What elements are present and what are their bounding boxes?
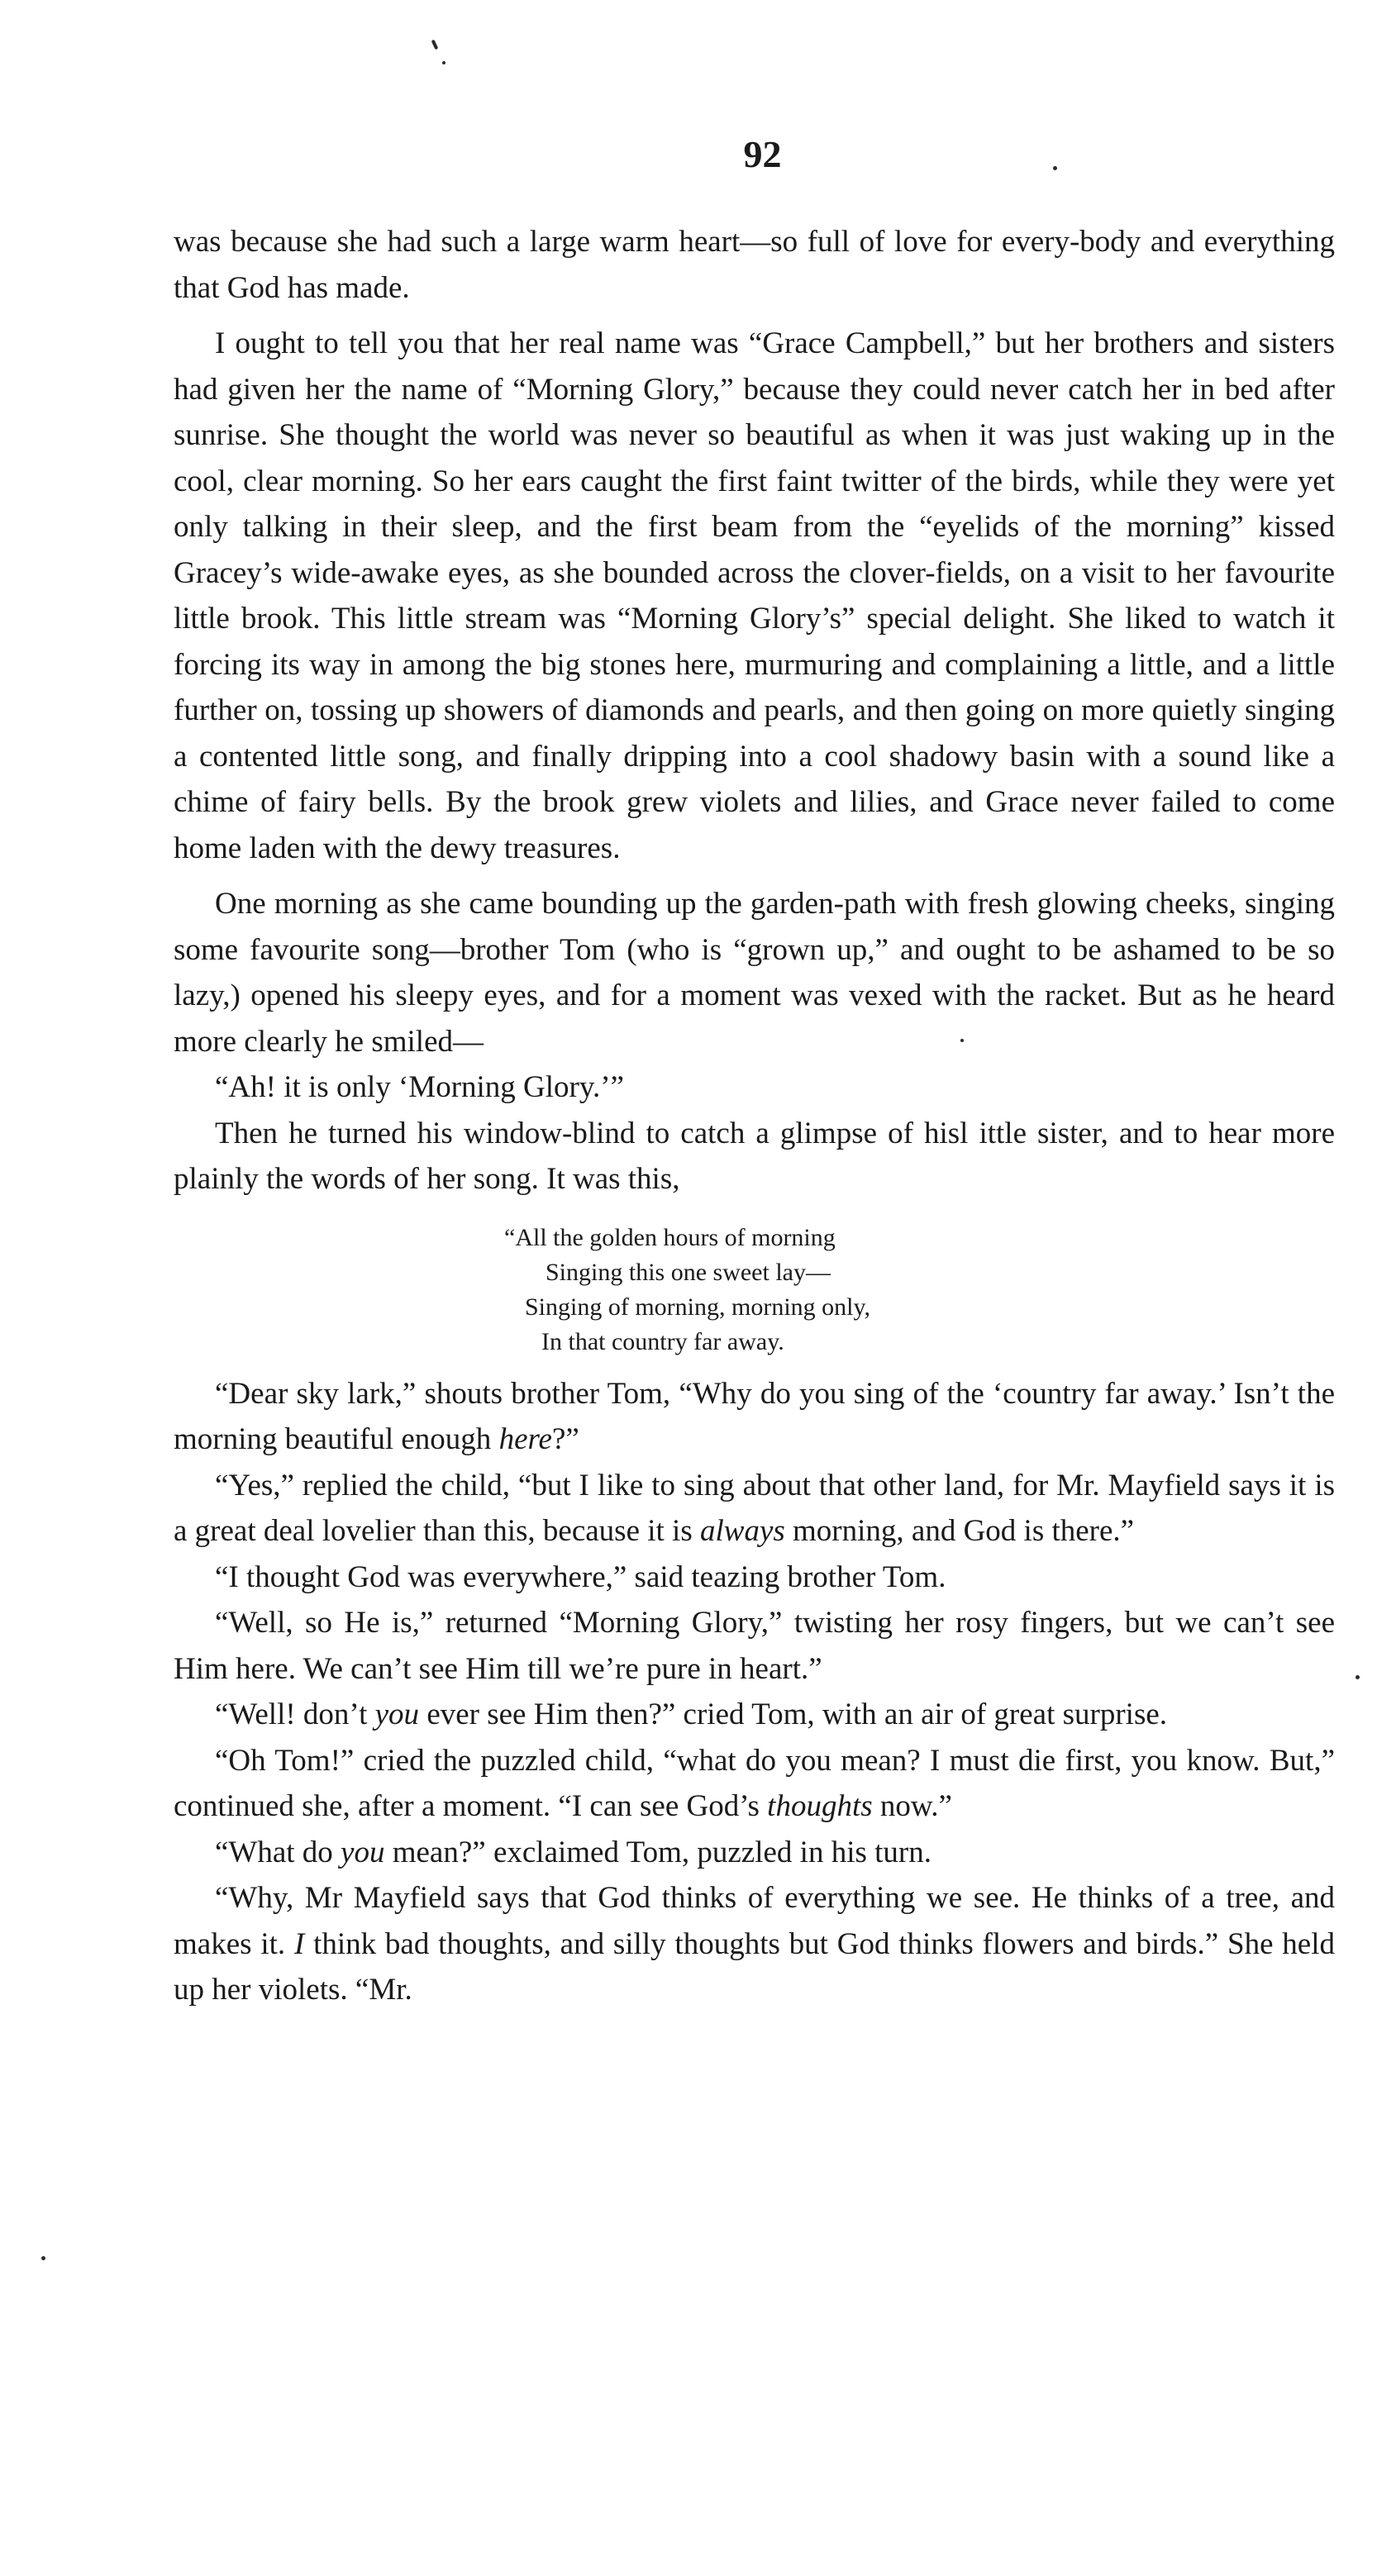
paragraph: “Ah! it is only ‘Morning Glory.’” bbox=[215, 1070, 624, 1104]
speck-mark bbox=[442, 61, 445, 64]
paragraph: was because she had such a large warm heart—so full of love for every-body and everything that God has made. bbox=[174, 225, 1335, 305]
verse-line: Singing this one sweet lay— bbox=[546, 1258, 831, 1286]
paragraph: Then he turned his window-blind to catch a glimpse of hisl ittle sister, and to hear more plainly the words of her song. It was this, bbox=[174, 1116, 1335, 1196]
emphasis: here bbox=[498, 1422, 552, 1456]
paragraph: “I thought God was everywhere,” said teazing brother Tom. bbox=[215, 1559, 946, 1594]
emphasis: you bbox=[341, 1835, 385, 1869]
text-run: “Dear sky lark,” shouts brother Tom, “Why do you sing of the ‘country far away.’ Isn’t the morning beautiful enough bbox=[174, 1376, 1335, 1456]
emphasis: always bbox=[700, 1514, 785, 1548]
paragraph bbox=[174, 1830, 1335, 1876]
verse-line: In that country far away. bbox=[541, 1327, 784, 1355]
page-number: 92 bbox=[743, 133, 782, 175]
paragraph bbox=[174, 1371, 1335, 1463]
speck-mark bbox=[1356, 1675, 1360, 1679]
paragraph: I ought to tell you that her real name was “Grace Campbell,” but her brothers and sisters had given her the name of “Morning Glory,” because they could never catch her in bed after sunrise. She thought the world was never so beautiful as when it was just waking up in the cool, clear morning. So her ears caught the first faint twitter of the birds, while they were yet only talking in their sleep, and the first beam from the “eyelids of the morning” kissed Gracey’s wide-awake eyes, as she bounded across the clover-fields, on a visit to her favourite little brook. This little stream was “Morning Glory’s” special delight. She liked to watch it forcing its way in among the big stones here, murmuring and complaining a little, and a little further on, tossing up showers of diamonds and pearls, and then going on more quietly singing a contented little song, and finally dripping into a cool shadowy basin with a sound like a chime of fairy bells. By the brook grew violets and lilies, and Grace never failed to come home laden with the dewy treasures. bbox=[174, 326, 1335, 865]
paragraph bbox=[174, 1875, 1335, 2013]
paragraph: One morning as she came bounding up the garden-path with fresh glowing cheeks, singing some favourite song—brother Tom (who is “grown up,” and ought to be ashamed to be so lazy,) opened his sleepy eyes, and for a moment was vexed with the racket. But as he heard more clearly he smiled— bbox=[174, 887, 1335, 1059]
emphasis: you bbox=[374, 1697, 420, 1731]
text-run: think bad thoughts, and silly thoughts but God thinks flowers and birds.” She held up her violets. “Mr. bbox=[174, 1926, 1335, 2007]
speck-mark bbox=[431, 40, 439, 50]
emphasis: I bbox=[293, 1926, 305, 1961]
body-text bbox=[174, 219, 1335, 2013]
paragraph bbox=[174, 1463, 1335, 1555]
verse-line: “All the golden hours of morning bbox=[504, 1223, 836, 1251]
verse-line: Singing of morning, morning only, bbox=[525, 1293, 871, 1321]
emphasis: thoughts bbox=[767, 1789, 873, 1823]
text-run: “Oh Tom!” cried the puzzled child, “what do you mean? I must die first, you know. But,” continued she, after a moment. “I can see God’s bbox=[174, 1743, 1335, 1823]
text-run: mean?” exclaimed Tom, puzzled in his turn. bbox=[384, 1835, 931, 1869]
text-run: “Yes,” replied the child, “but I like to sing about that other land, for Mr. Mayfield says it is a great deal lovelier than this, because it is bbox=[174, 1468, 1335, 1548]
paragraph: “Well, so He is,” returned “Morning Glory,” twisting her rosy fingers, but we can’t see Him here. We can’t see Him till we’re pure in heart.” bbox=[174, 1606, 1335, 1686]
paragraph bbox=[174, 1692, 1335, 1738]
speck-mark bbox=[41, 2256, 45, 2260]
song-verse bbox=[174, 1221, 1335, 1359]
text-run: morning, and God is there.” bbox=[784, 1514, 1135, 1548]
text-run: “Well! don’t bbox=[215, 1697, 375, 1731]
text-run: now.” bbox=[872, 1789, 952, 1823]
text-run: ever see Him then?” cried Tom, with an air of great surprise. bbox=[419, 1697, 1168, 1731]
paragraph bbox=[174, 1738, 1335, 1830]
text-run: ?” bbox=[551, 1422, 579, 1456]
text-run: “What do bbox=[215, 1835, 341, 1869]
page-content bbox=[174, 132, 1335, 2013]
text-run: “Why, Mr Mayfield says that God thinks of everything we see. He thinks of a tree, and makes it. bbox=[174, 1881, 1335, 1961]
